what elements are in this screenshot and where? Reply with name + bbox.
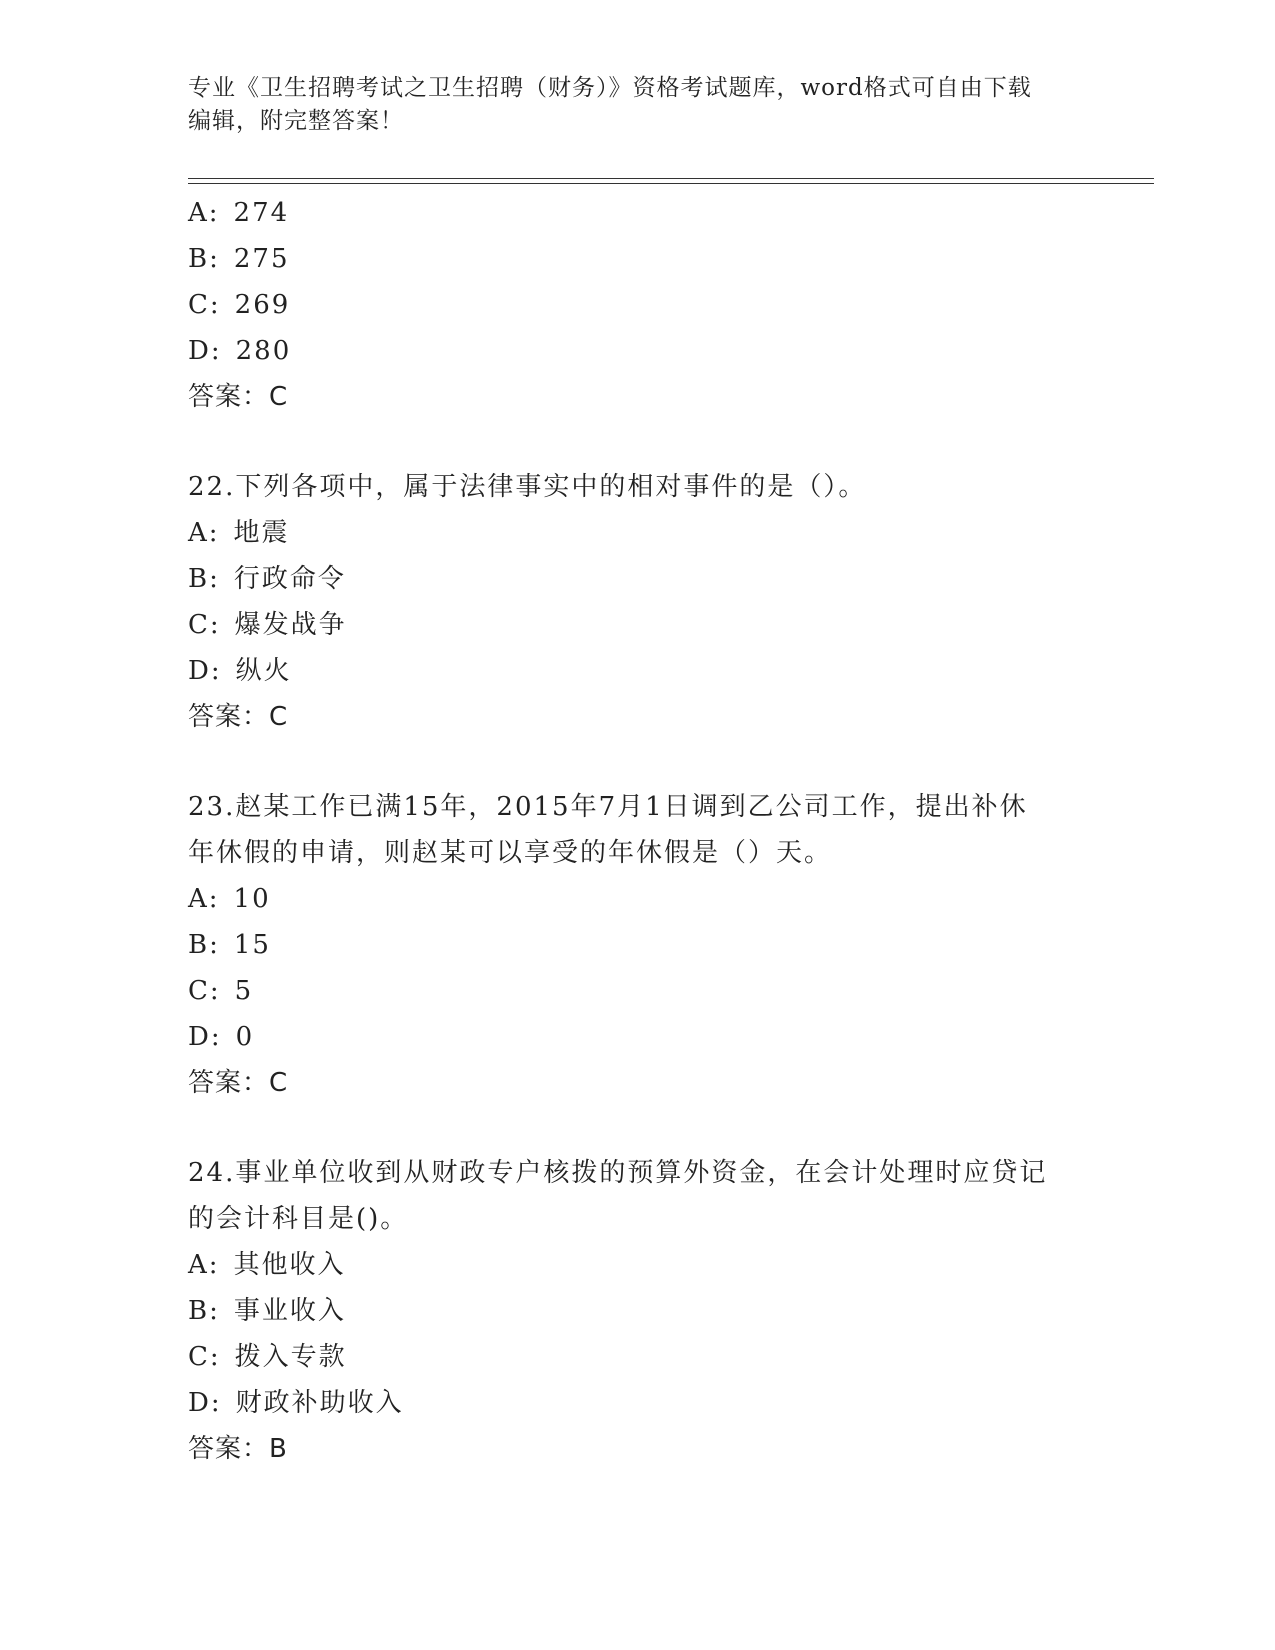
option-text: 0	[235, 1022, 255, 1052]
option-separator: :	[208, 1250, 220, 1280]
question-text-line-2: 的会计科目是()。	[188, 1204, 409, 1234]
option-d	[188, 1014, 1088, 1060]
option-letter: A	[188, 1250, 209, 1280]
option-letter: B	[188, 244, 210, 274]
question-text: 22.下列各项中，属于法律事实中的相对事件的是（）。	[188, 472, 867, 502]
answer-line: 答案：B	[188, 1434, 288, 1464]
option-separator: :	[208, 884, 220, 914]
option-separator: :	[209, 244, 220, 274]
option-c	[188, 602, 1088, 648]
option-letter: A	[188, 518, 209, 548]
option-letter: B	[188, 564, 210, 594]
option-c	[188, 968, 1088, 1014]
option-text: 行政命令	[233, 564, 346, 594]
option-text: 275	[233, 244, 290, 274]
option-a	[188, 876, 1088, 922]
option-separator: :	[209, 976, 221, 1006]
option-a	[188, 510, 1088, 556]
option-separator: :	[209, 290, 221, 320]
option-b	[188, 922, 1088, 968]
question-text-line-1: 24.事业单位收到从财政专户核拨的预算外资金，在会计处理时应贷记	[188, 1158, 1048, 1188]
question-24	[188, 1150, 1088, 1472]
option-letter: B	[188, 1296, 210, 1326]
question-22	[188, 464, 1088, 740]
question-text-line-1: 23.赵某工作已满15年，2015年7月1日调到乙公司工作，提出补休	[188, 792, 1028, 822]
option-text: 274	[233, 198, 290, 228]
option-text: 其他收入	[233, 1250, 346, 1280]
header-divider-bottom	[188, 183, 1154, 184]
option-letter: A	[188, 198, 209, 228]
option-separator: :	[209, 930, 220, 960]
option-a	[188, 190, 1088, 236]
option-b	[188, 236, 1088, 282]
option-d	[188, 328, 1088, 374]
option-text: 事业收入	[233, 1296, 346, 1326]
option-letter: C	[188, 976, 210, 1006]
question-text-line-2: 年休假的申请，则赵某可以享受的年休假是（）天。	[188, 838, 833, 868]
option-separator: :	[209, 1342, 221, 1372]
answer-line: 答案：C	[188, 382, 289, 412]
header-line-1: 专业《卫生招聘考试之卫生招聘（财务）》资格考试题库，word格式可自由下载	[188, 75, 1032, 101]
option-c	[188, 1334, 1088, 1380]
option-separator: :	[210, 1022, 222, 1052]
option-letter: D	[188, 336, 211, 366]
question-list	[188, 190, 1088, 1472]
option-separator: :	[210, 1388, 222, 1418]
option-separator: :	[209, 610, 221, 640]
option-text: 拨入专款	[234, 1342, 347, 1372]
answer-line: 答案：C	[188, 1068, 289, 1098]
option-separator: :	[210, 656, 222, 686]
document-header	[188, 72, 1088, 138]
option-letter: D	[188, 656, 211, 686]
question-23	[188, 784, 1088, 1106]
option-text: 财政补助收入	[235, 1388, 404, 1418]
option-separator: :	[209, 1296, 220, 1326]
option-text: 15	[233, 930, 271, 960]
option-text: 269	[234, 290, 291, 320]
option-letter: D	[188, 1022, 211, 1052]
option-b	[188, 1288, 1088, 1334]
option-text: 地震	[233, 518, 290, 548]
option-letter: D	[188, 1388, 211, 1418]
option-letter: C	[188, 290, 210, 320]
option-text: 5	[234, 976, 254, 1006]
option-d	[188, 648, 1088, 694]
option-separator: :	[209, 564, 220, 594]
option-letter: A	[188, 884, 209, 914]
option-b	[188, 556, 1088, 602]
option-separator: :	[208, 518, 220, 548]
option-letter: B	[188, 930, 210, 960]
option-a	[188, 1242, 1088, 1288]
option-letter: C	[188, 610, 210, 640]
option-text: 10	[233, 884, 271, 914]
header-line-2: 编辑，附完整答案！	[188, 108, 404, 134]
question-21	[188, 190, 1088, 420]
option-text: 纵火	[235, 656, 292, 686]
option-separator: :	[210, 336, 222, 366]
option-text: 280	[235, 336, 292, 366]
header-divider-top	[188, 178, 1154, 179]
option-d	[188, 1380, 1088, 1426]
answer-line: 答案：C	[188, 702, 289, 732]
option-letter: C	[188, 1342, 210, 1372]
option-c	[188, 282, 1088, 328]
option-separator: :	[208, 198, 220, 228]
option-text: 爆发战争	[234, 610, 347, 640]
